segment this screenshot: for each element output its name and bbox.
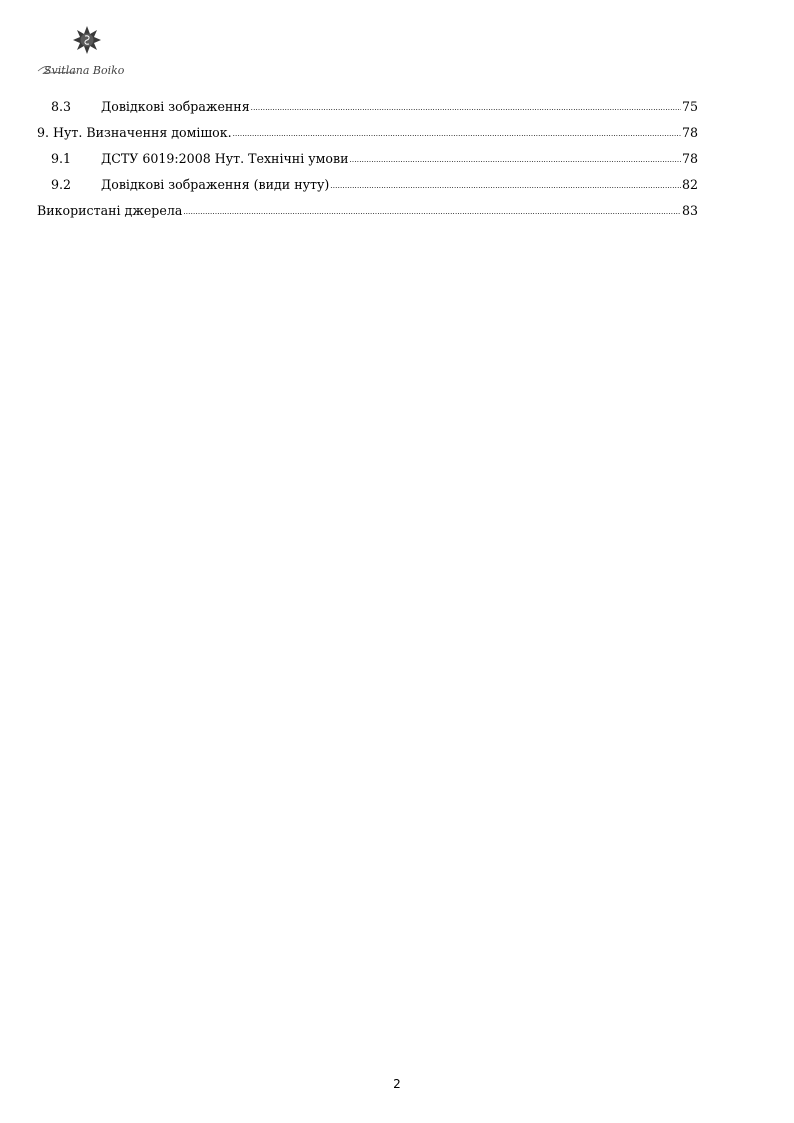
toc-entry[interactable] xyxy=(37,198,698,224)
toc-entry[interactable] xyxy=(37,120,698,146)
flower-logo-icon xyxy=(36,24,144,78)
toc-dot-leader xyxy=(233,121,681,147)
toc-entry-page: 78 xyxy=(681,151,698,166)
toc-entry[interactable] xyxy=(37,94,698,120)
toc-entry-page: 82 xyxy=(681,177,698,192)
toc-entry-page: 75 xyxy=(681,99,698,114)
toc-entry-number: 9.1 xyxy=(51,151,72,166)
table-of-contents xyxy=(37,94,698,224)
toc-entry[interactable] xyxy=(37,172,698,198)
logo-signature: Svitlana Boiko xyxy=(44,64,125,77)
page-number: 2 xyxy=(393,1077,401,1091)
toc-entry-title: Довідкові зображення xyxy=(101,99,250,114)
toc-entry-title: ДСТУ 6019:2008 Нут. Технічні умови xyxy=(101,151,349,166)
toc-entry-number: 9.2 xyxy=(51,177,72,192)
toc-entry-title: Використані джерела xyxy=(37,203,183,218)
toc-entry-page: 83 xyxy=(681,203,698,218)
toc-entry-title: Довідкові зображення (види нуту) xyxy=(101,177,330,192)
toc-entry-page: 78 xyxy=(681,125,698,140)
toc-dot-leader xyxy=(183,199,681,225)
toc-dot-leader xyxy=(330,173,681,199)
toc-entry-number: 8.3 xyxy=(51,99,72,114)
toc-entry[interactable] xyxy=(37,146,698,172)
logo xyxy=(36,24,144,78)
toc-entry-number: 9. xyxy=(37,125,50,140)
toc-dot-leader xyxy=(350,147,681,173)
toc-entry-title: Нут. Визначення домішок. xyxy=(53,125,232,140)
toc-dot-leader xyxy=(251,95,681,121)
